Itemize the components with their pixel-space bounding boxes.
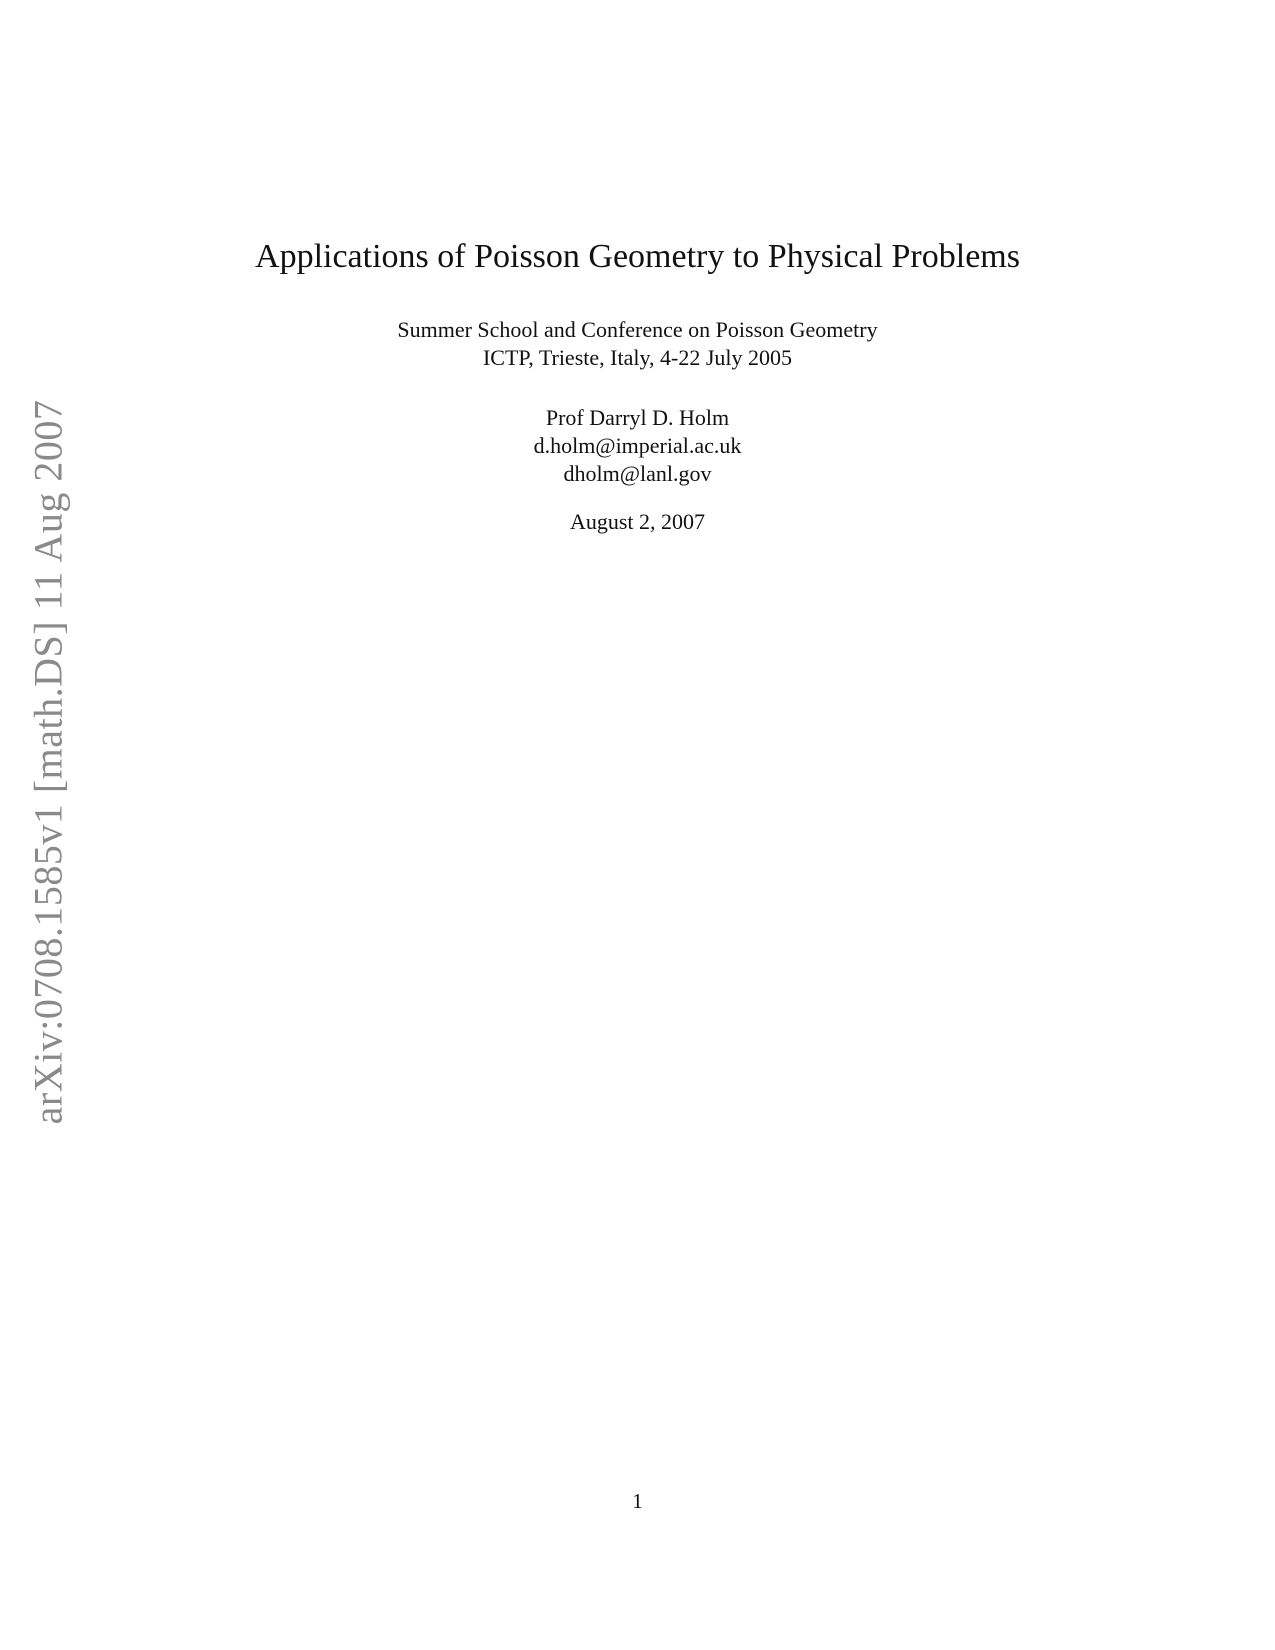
document-date: August 2, 2007 (569, 509, 706, 534)
author-email-primary: d.holm@imperial.ac.uk (533, 433, 742, 458)
paper-title: Applications of Poisson Geometry to Physical Problems (255, 238, 1020, 275)
arxiv-identifier-stamp: arXiv:0708.1585v1 [math.DS] 11 Aug 2007 (25, 399, 71, 1125)
page-number: 1 (632, 1489, 643, 1513)
author-email-secondary: dholm@lanl.gov (563, 461, 712, 486)
author-name: Prof Darryl D. Holm (545, 405, 730, 430)
event-name: Summer School and Conference on Poisson Geometry (397, 317, 878, 342)
event-location: ICTP, Trieste, Italy, 4-22 July 2005 (482, 345, 793, 370)
